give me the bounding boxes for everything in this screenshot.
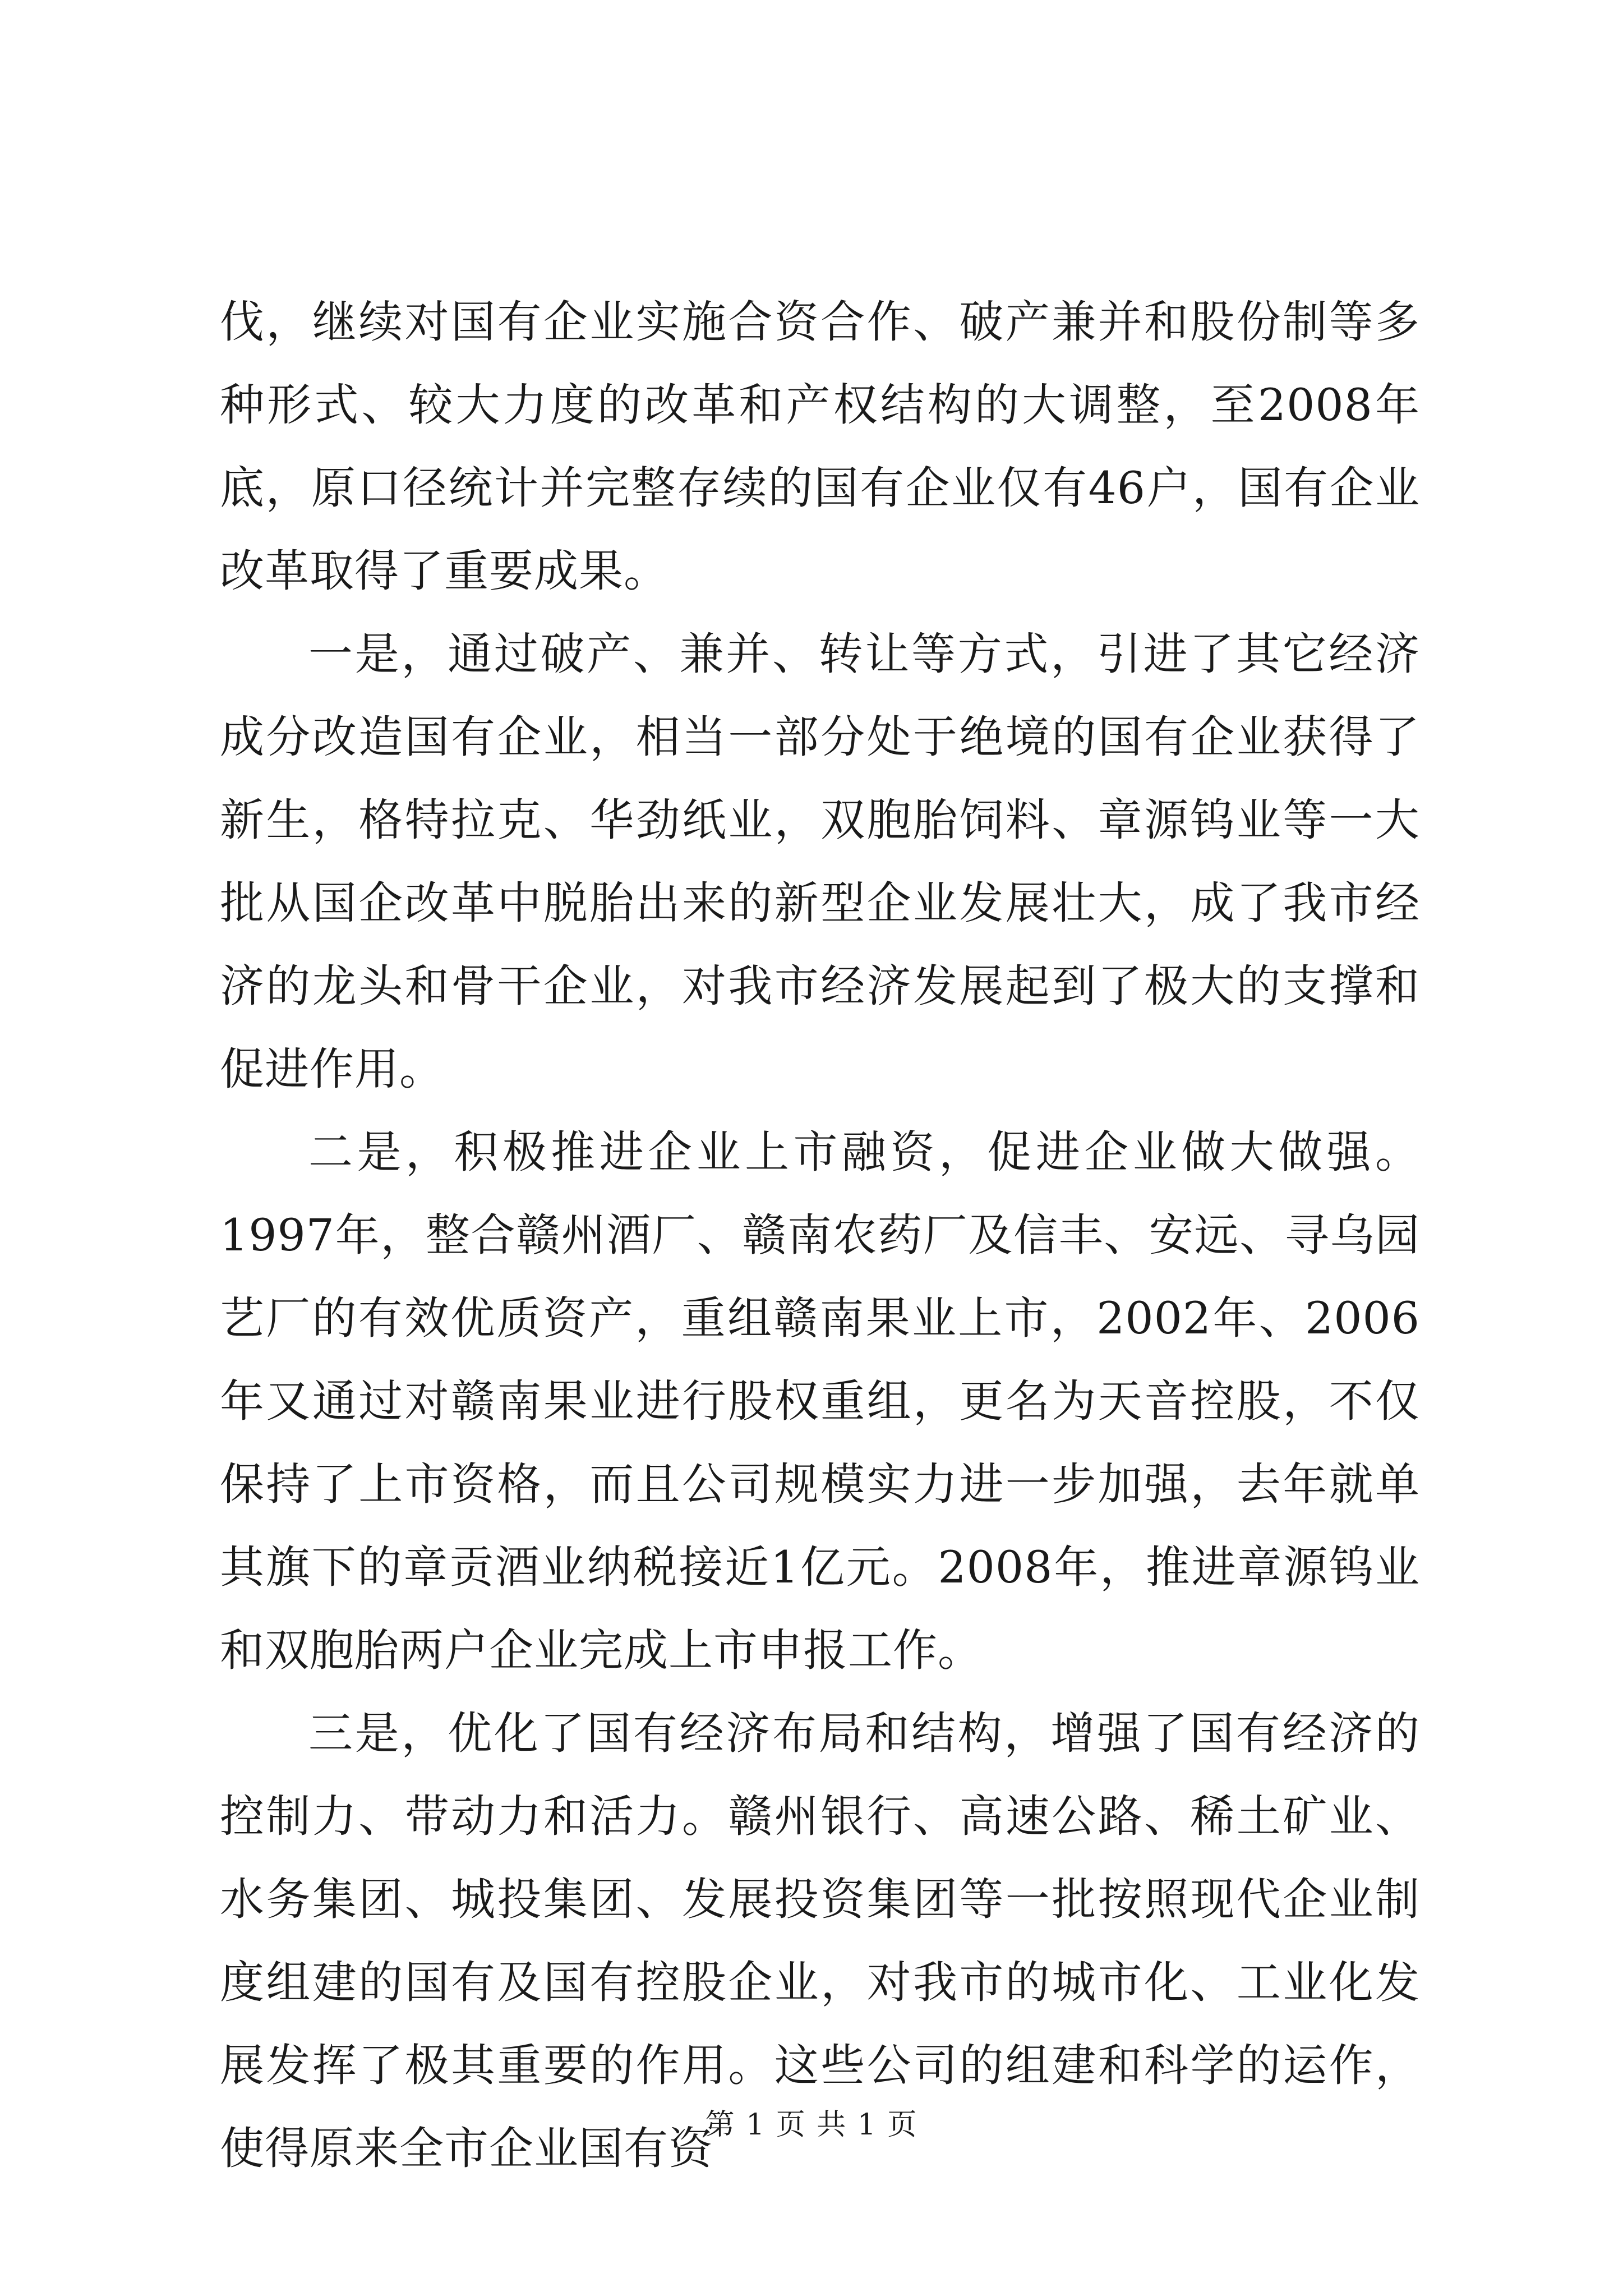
paragraph-point-one: 一是，通过破产、兼并、转让等方式，引进了其它经济成分改造国有企业，相当一部分处于绝境的国有企业获得了新生，格特拉克、华劲纸业，双胞胎饲料、章源钨业等一大批从国企改革中脱胎出来的新型企业发展壮大，成了我市经济的龙头和骨干企业，对我市经济发展起到了极大的支撑和促进作用。 [220, 628, 1420, 1095]
page-number-footer: 第 1 页 共 1 页 [705, 2108, 918, 2142]
document-body [220, 280, 1420, 2190]
paragraph-continuation: 伐，继续对国有企业实施合资合作、破产兼并和股份制等多种形式、较大力度的改革和产权结构的大调整，至2008年底，原口径统计并完整存续的国有企业仅有46户，国有企业改革取得了重要成果。 [220, 296, 1420, 597]
paragraph-point-three: 三是，优化了国有经济布局和结构，增强了国有经济的控制力、带动力和活力。赣州银行、高速公路、稀土矿业、水务集团、城投集团、发展投资集团等一批按照现代企业制度组建的国有及国有控股企业，对我市的城市化、工业化发展发挥了极其重要的作用。这些公司的组建和科学的运作，使得原来全市企业国有资 [220, 1708, 1420, 2174]
paragraph-point-two: 二是，积极推进企业上市融资，促进企业做大做强。1997年，整合赣州酒厂、赣南农药厂及信丰、安远、寻乌园艺厂的有效优质资产，重组赣南果业上市，2002年、2006年又通过对赣南果业进行股权重组，更名为天音控股，不仅保持了上市资格，而且公司规模实力进一步加强，去年就单其旗下的章贡酒业纳税接近1亿元。2008年，推进章源钨业和双胞胎两户企业完成上市申报工作。 [220, 1126, 1420, 1676]
